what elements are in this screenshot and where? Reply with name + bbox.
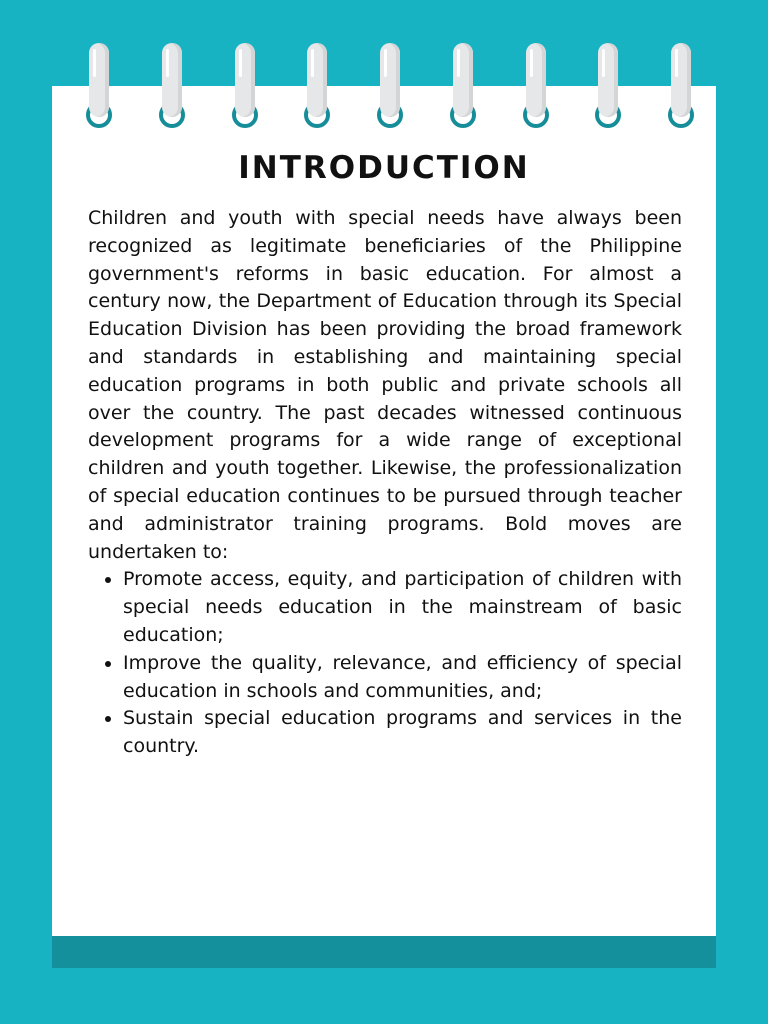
list-item: • Improve the quality, relevance, and efficiency of special education in schools and communities, and; <box>123 650 682 706</box>
binder-ring-icon <box>89 43 109 117</box>
binder-ring-icon <box>526 43 546 117</box>
binder-ring-icon <box>307 43 327 117</box>
binder-ring-icon <box>162 43 182 117</box>
page-title: INTRODUCTION <box>238 150 530 186</box>
binder-ring-icon <box>380 43 400 117</box>
binder-ring-icon <box>598 43 618 117</box>
binder-ring-icon <box>671 43 691 117</box>
goals-list <box>88 566 682 761</box>
list-item: • Promote access, equity, and participation of children with special needs education in the mainstream of basic education; <box>123 566 682 649</box>
document-body <box>88 205 682 761</box>
list-item: • Sustain special education programs and services in the country. <box>123 705 682 761</box>
binder-ring-icon <box>235 43 255 117</box>
intro-paragraph: Children and youth with special needs have always been recognized as legitimate beneficiaries of the Philippine government's reforms in basic education. For almost a century now, the Department of Education through its Special Education Division has been providing the broad framework and standards in establishing and maintaining special education programs in both public and private schools all over the country. The past decades witnessed continuous development programs for a wide range of exceptional children and youth together. Likewise, the professionalization of special education continues to be pursued through teacher and administrator training programs. Bold moves are undertaken to: <box>88 207 682 563</box>
binder-ring-icon <box>453 43 473 117</box>
paper-shadow-strip <box>52 936 716 968</box>
